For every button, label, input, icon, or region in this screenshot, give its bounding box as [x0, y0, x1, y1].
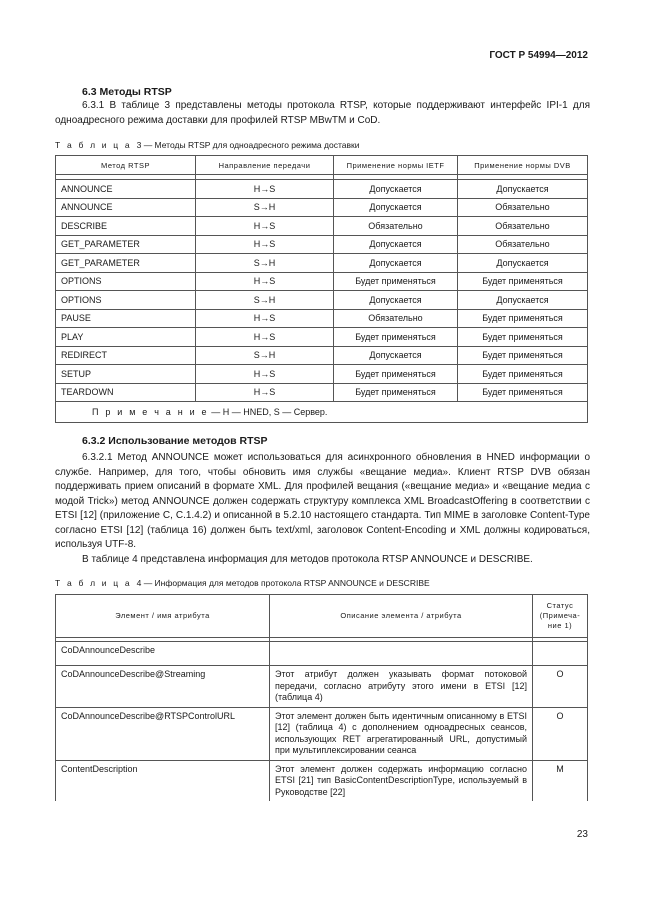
- direction-cell: S→H: [196, 198, 334, 217]
- direction-cell: H→S: [196, 272, 334, 291]
- description-cell: Этот элемент должен быть идентичным описанному в ETSI [12] (таблица 4) с дополнением одноадресных сеансов, использующих RET агрегатированный URL, допустимый при мультиплексировании сеанса: [270, 707, 533, 760]
- dvb-cell: Будет применяться: [458, 365, 588, 384]
- section-6-3-2-body: [55, 451, 590, 567]
- direction-cell: H→S: [196, 328, 334, 347]
- description-cell: Этот атрибут должен указывать формат потоковой передачи, согласно атрибуту этого имени в ETSI [12] (таблица 4): [270, 666, 533, 708]
- method-cell: TEARDOWN: [56, 383, 196, 402]
- table3-caption: [55, 140, 359, 150]
- table-note: [56, 402, 588, 423]
- dvb-cell: Допускается: [458, 254, 588, 273]
- note-text: — H — HNED, S — Сервер.: [208, 407, 328, 417]
- ietf-cell: Допускается: [334, 180, 458, 199]
- ietf-cell: Допускается: [334, 198, 458, 217]
- status-cell: O: [533, 707, 588, 760]
- table-row: [56, 707, 588, 760]
- page-number: 23: [576, 829, 588, 840]
- table-row: [56, 760, 588, 801]
- table-row: [56, 198, 588, 217]
- dvb-cell: Допускается: [458, 291, 588, 310]
- ietf-cell: Будет применяться: [334, 328, 458, 347]
- table-row: [56, 180, 588, 199]
- direction-cell: H→S: [196, 217, 334, 236]
- dvb-cell: Будет применяться: [458, 272, 588, 291]
- table-row: [56, 254, 588, 273]
- table-row: [56, 346, 588, 365]
- method-cell: GET_PARAMETER: [56, 235, 196, 254]
- column-header: Описание элемента / атрибута: [270, 595, 533, 638]
- paragraph-text: 6.3.1 В таблице 3 представлены методы протокола RTSP, которые поддерживают интерфейс IPI-1 для одноадресного режима доставки для профилей RTSP MBwTM и CoD.: [55, 100, 590, 126]
- method-cell: PAUSE: [56, 309, 196, 328]
- table-row: [56, 383, 588, 402]
- direction-cell: H→S: [196, 383, 334, 402]
- direction-cell: H→S: [196, 365, 334, 384]
- dvb-cell: Допускается: [458, 180, 588, 199]
- direction-cell: H→S: [196, 309, 334, 328]
- caption-text: 3 — Методы RTSP для одноадресного режима доставки: [136, 140, 360, 150]
- ietf-cell: Будет применяться: [334, 365, 458, 384]
- column-header: Направление передачи: [196, 156, 334, 175]
- dvb-cell: Будет применяться: [458, 346, 588, 365]
- ietf-cell: Будет применяться: [334, 272, 458, 291]
- status-cell: O: [533, 666, 588, 708]
- description-cell: Этот элемент должен содержать информацию согласно ETSI [21] тип BasicContentDescriptionType, используемый в Руководстве [22]: [270, 760, 533, 801]
- status-cell: M: [533, 760, 588, 801]
- method-cell: DESCRIBE: [56, 217, 196, 236]
- section-6-3-paragraph: [55, 99, 590, 128]
- dvb-cell: Будет применяться: [458, 309, 588, 328]
- paragraph-text: 6.3.2.1 Метод ANNOUNCE может использоваться для асинхронного обновления в HNED информации о службе. Например, для того, чтобы обновить имя службы «вещание медиа». Клиент RTSP DVB обязан поддерживать прием описаний в формате XML. Для профилей вещания («вещание медиа» и «вещание медиа с модой Trick») метод ANNOUNCE должен содержать структуру комплекса XML BroadcastOffering в соответствии с ETSI [12] (приложение С, С.1.4.2) и описанной в 5.2.10 настоящего стандарта. Тип MIME в заголовке Content-Type согласно ETSI [12] (таблица 16) должен быть text/xml, заголовок Content-Encoding и XML должны кодироваться, используя UTF-8.: [55, 452, 590, 550]
- dvb-cell: Обязательно: [458, 198, 588, 217]
- method-cell: OPTIONS: [56, 272, 196, 291]
- dvb-cell: Будет применяться: [458, 328, 588, 347]
- ietf-cell: Обязательно: [334, 309, 458, 328]
- ietf-cell: Допускается: [334, 291, 458, 310]
- element-name-cell: CoDAnnounceDescribe@RTSPControlURL: [56, 707, 270, 760]
- method-cell: REDIRECT: [56, 346, 196, 365]
- column-header: Метод RTSP: [56, 156, 196, 175]
- method-cell: OPTIONS: [56, 291, 196, 310]
- table4-announce-describe-info: [55, 594, 588, 801]
- direction-cell: S→H: [196, 254, 334, 273]
- caption-label: Т а б л и ц а: [55, 578, 132, 588]
- direction-cell: S→H: [196, 291, 334, 310]
- caption-label: Т а б л и ц а: [55, 140, 132, 150]
- column-header: Применение нормы DVB: [458, 156, 588, 175]
- column-header: Применение нормы IETF: [334, 156, 458, 175]
- section-6-3-title: 6.3 Методы RTSP: [82, 86, 172, 98]
- table3-rtsp-methods: [55, 155, 588, 423]
- method-cell: ANNOUNCE: [56, 180, 196, 199]
- table-note-row: [56, 402, 588, 423]
- table-row: [56, 328, 588, 347]
- table-header-row: [56, 595, 588, 638]
- dvb-cell: Будет применяться: [458, 383, 588, 402]
- table-row: [56, 235, 588, 254]
- ietf-cell: Обязательно: [334, 217, 458, 236]
- dvb-cell: Обязательно: [458, 217, 588, 236]
- paragraph-text: В таблице 4 представлена информация для методов протокола RTSP ANNOUNCE и DESCRIBE.: [82, 553, 533, 565]
- ietf-cell: Допускается: [334, 346, 458, 365]
- caption-text: 4 — Информация для методов протокола RTSP ANNOUNCE и DESCRIBE: [136, 578, 430, 588]
- document-standard-header: ГОСТ Р 54994—2012: [489, 50, 588, 61]
- table-header-row: [56, 156, 588, 175]
- method-cell: PLAY: [56, 328, 196, 347]
- table-row: [56, 309, 588, 328]
- table-row: [56, 291, 588, 310]
- note-label: П р и м е ч а н и е: [92, 407, 209, 417]
- ietf-cell: Будет применяться: [334, 383, 458, 402]
- column-header: Статус (Примеча-ние 1): [533, 595, 588, 638]
- element-name-cell: CoDAnnounceDescribe@Streaming: [56, 666, 270, 708]
- table-row: [56, 642, 588, 666]
- column-header: Элемент / имя атрибута: [56, 595, 270, 638]
- direction-cell: H→S: [196, 180, 334, 199]
- description-cell: [270, 642, 533, 666]
- method-cell: ANNOUNCE: [56, 198, 196, 217]
- direction-cell: H→S: [196, 235, 334, 254]
- ietf-cell: Допускается: [334, 254, 458, 273]
- ietf-cell: Допускается: [334, 235, 458, 254]
- method-cell: SETUP: [56, 365, 196, 384]
- table-row: [56, 365, 588, 384]
- method-cell: GET_PARAMETER: [56, 254, 196, 273]
- direction-cell: S→H: [196, 346, 334, 365]
- dvb-cell: Обязательно: [458, 235, 588, 254]
- element-name-cell: ContentDescription: [56, 760, 270, 801]
- table-row: [56, 666, 588, 708]
- table-row: [56, 217, 588, 236]
- table-row: [56, 272, 588, 291]
- status-cell: [533, 642, 588, 666]
- table4-caption: [55, 578, 430, 588]
- section-6-3-2-title: 6.3.2 Использование методов RTSP: [82, 435, 268, 447]
- element-name-cell: CoDAnnounceDescribe: [56, 642, 270, 666]
